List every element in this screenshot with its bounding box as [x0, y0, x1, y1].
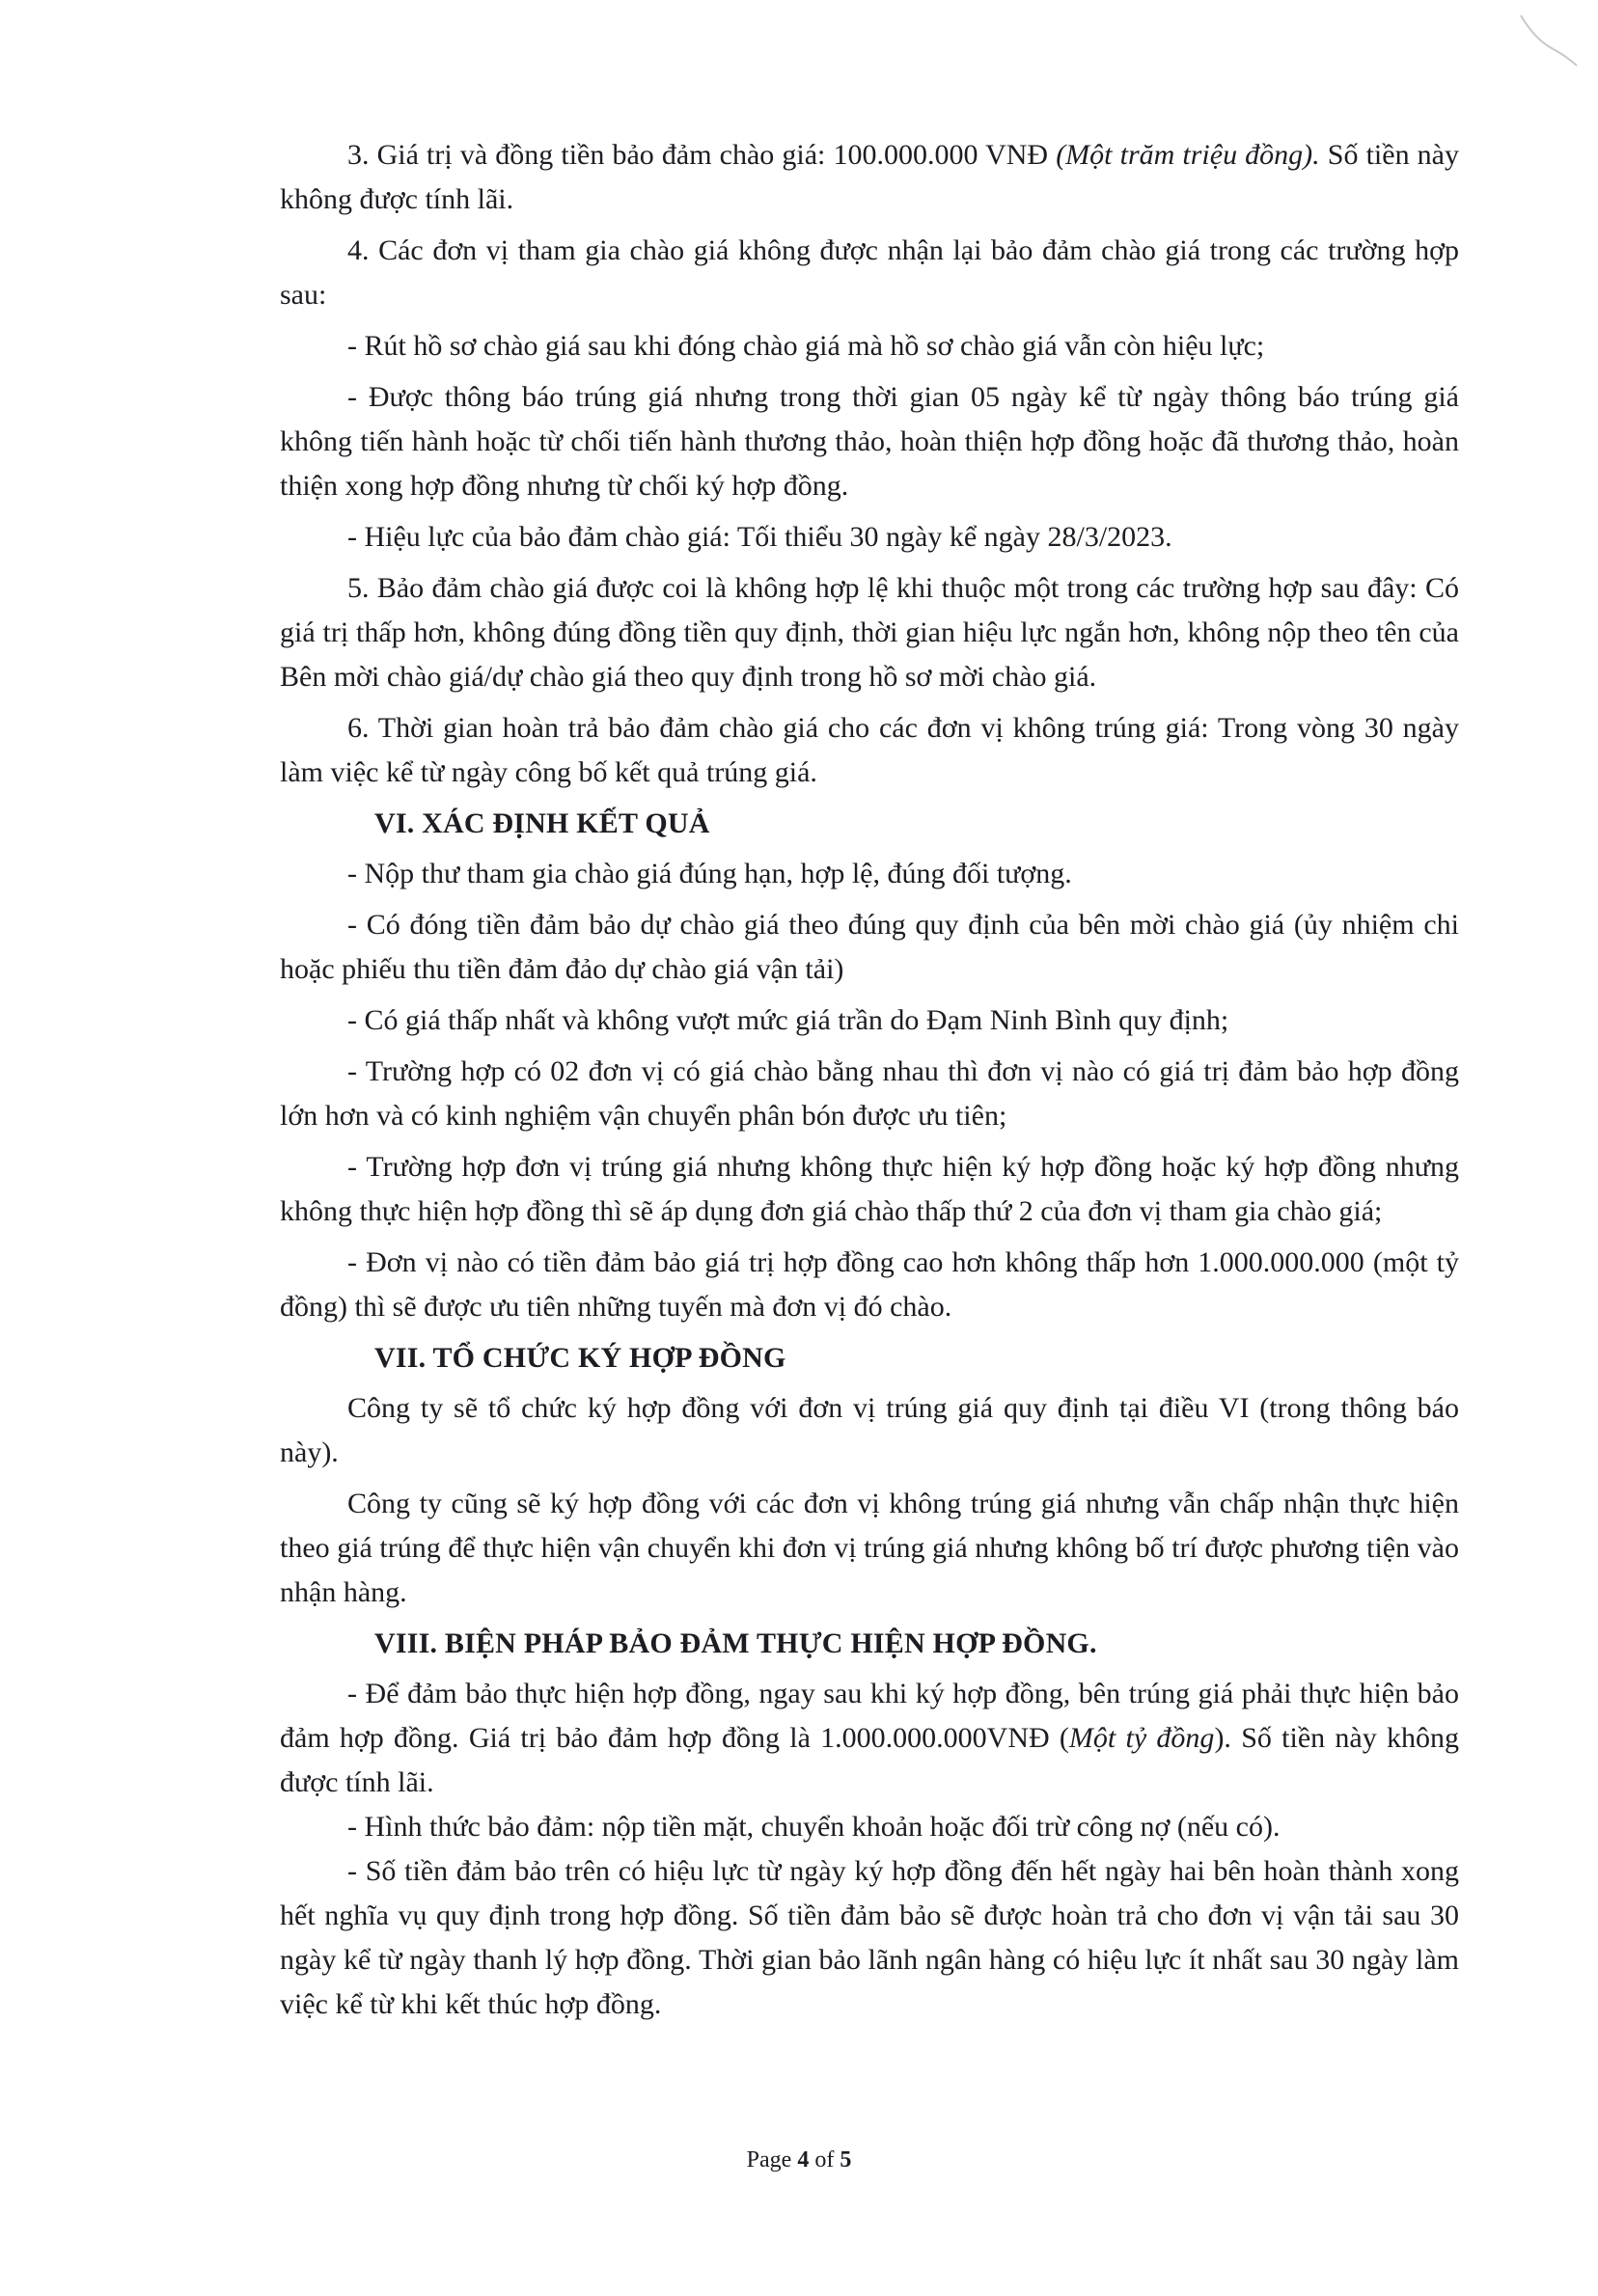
section-vi-list — [280, 852, 1459, 1329]
document-page — [280, 133, 1459, 2027]
paragraph-contract-signing: Công ty sẽ tổ chức ký hợp đồng với đơn vị trúng giá quy định tại điều VI (trong thông báo này). — [280, 1392, 1459, 1468]
heading-section-viii: VIII. BIỆN PHÁP BẢO ĐẢM THỰC HIỆN HỢP ĐỒNG. — [374, 1627, 1097, 1659]
current-page-number: 4 — [797, 2147, 810, 2173]
of-word: of — [814, 2147, 835, 2173]
text: ). Số tiền này không được tính lãi. — [280, 1722, 1459, 1798]
page-word: Page — [746, 2147, 792, 2173]
bullet-guarantee-form: - Hình thức bảo đảm: nộp tiền mặt, chuyển khoản hoặc đối trừ công nợ (nếu có). — [347, 1811, 1281, 1843]
list-item: - Có đóng tiền đảm bảo dự chào giá theo đúng quy định của bên mời chào giá (ủy nhiệm chi hoặc phiếu thu tiền đảm đảo dự chào giá vận tải) — [280, 909, 1459, 985]
italic-text: Một tỷ đồng — [1068, 1722, 1215, 1754]
bullet-guarantee-validity: - Số tiền đảm bảo trên có hiệu lực từ ngày ký hợp đồng đến hết ngày hai bên hoàn thành xong hết nghĩa vụ quy định trong hợp đồng. Số tiền đảm bảo sẽ được hoàn trả cho đơn vị vận tải sau 30 ngày kể từ ngày thanh lý hợp đồng. Thời gian bảo lãnh ngân hàng có hiệu lực ít nhất sau 30 ngày làm việc kể từ khi kết thúc hợp đồng. — [280, 1855, 1459, 2020]
bullet-withdraw: - Rút hồ sơ chào giá sau khi đóng chào giá mà hồ sơ chào giá vẫn còn hiệu lực; — [347, 330, 1265, 362]
heading-section-vi: VI. XÁC ĐỊNH KẾT QUẢ — [374, 807, 710, 839]
list-item: - Nộp thư tham gia chào giá đúng hạn, hợp lệ, đúng đối tượng. — [347, 858, 1072, 889]
heading-section-vii: VII. TỔ CHỨC KÝ HỢP ĐỒNG — [374, 1342, 786, 1374]
bullet-validity: - Hiệu lực của bảo đảm chào giá: Tối thiểu 30 ngày kể ngày 28/3/2023. — [347, 521, 1172, 553]
bullet-performance-guarantee — [280, 1672, 1459, 1805]
list-item: - Trường hợp đơn vị trúng giá nhưng không thực hiện ký hợp đồng hoặc ký hợp đồng nhưng không thực hiện hợp đồng thì sẽ áp dụng đơn giá chào thấp thứ 2 của đơn vị tham gia chào giá; — [280, 1151, 1459, 1227]
list-item: - Trường hợp có 02 đơn vị có giá chào bằng nhau thì đơn vị nào có giá trị đảm bảo hợp đồng lớn hơn và có kinh nghiệm vận chuyển phân bón được ưu tiên; — [280, 1055, 1459, 1132]
paragraph-guarantee-value — [280, 133, 1459, 222]
text: Số tiền này không được tính lãi. — [280, 139, 1459, 215]
italic-text: (Một trăm triệu đồng). — [1056, 139, 1320, 171]
paragraph-no-refund-cases: 4. Các đơn vị tham gia chào giá không được nhận lại bảo đảm chào giá trong các trường hợp sau: — [280, 234, 1459, 311]
list-item: - Có giá thấp nhất và không vượt mức giá trần do Đạm Ninh Bình quy định; — [347, 1004, 1229, 1036]
list-item: - Đơn vị nào có tiền đảm bảo giá trị hợp đồng cao hơn không thấp hơn 1.000.000.000 (một tỷ đồng) thì sẽ được ưu tiên những tuyến mà đơn vị đó chào. — [280, 1246, 1459, 1323]
page-corner-mark — [1513, 10, 1581, 77]
paragraph-invalid-guarantee: 5. Bảo đảm chào giá được coi là không hợp lệ khi thuộc một trong các trường hợp sau đây: Có giá trị thấp hơn, không đúng đồng tiền quy định, thời gian hiệu lực ngắn hơn, không nộp theo tên của Bên mời chào giá/dự chào giá theo quy định trong hồ sơ mời chào giá. — [280, 572, 1459, 693]
text: 3. Giá trị và đồng tiền bảo đảm chào giá: 100.000.000 VNĐ — [347, 139, 1057, 171]
paragraph-contract-others: Công ty cũng sẽ ký hợp đồng với các đơn vị không trúng giá nhưng vẫn chấp nhận thực hiện theo giá trúng để thực hiện vận chuyển khi đơn vị trúng giá nhưng không bố trí được phương tiện vào nhận hàng. — [280, 1488, 1459, 1608]
page-footer — [0, 2147, 1598, 2173]
text: - Để đảm bảo thực hiện hợp đồng, ngay sau khi ký hợp đồng, bên trúng giá phải thực hiện bảo đảm hợp đồng. Giá trị bảo đảm hợp đồng là 1.000.000.000VNĐ ( — [280, 1678, 1459, 1754]
total-page-number: 5 — [840, 2147, 852, 2173]
paragraph-refund-time: 6. Thời gian hoàn trả bảo đảm chào giá cho các đơn vị không trúng giá: Trong vòng 30 ngày làm việc kể từ ngày công bố kết quả trúng giá. — [280, 712, 1459, 788]
bullet-refuse-contract: - Được thông báo trúng giá nhưng trong thời gian 05 ngày kể từ ngày thông báo trúng giá không tiến hành hoặc từ chối tiến hành thương thảo, hoàn thiện hợp đồng hoặc đã thương thảo, hoàn thiện xong hợp đồng nhưng từ chối ký hợp đồng. — [280, 381, 1459, 502]
